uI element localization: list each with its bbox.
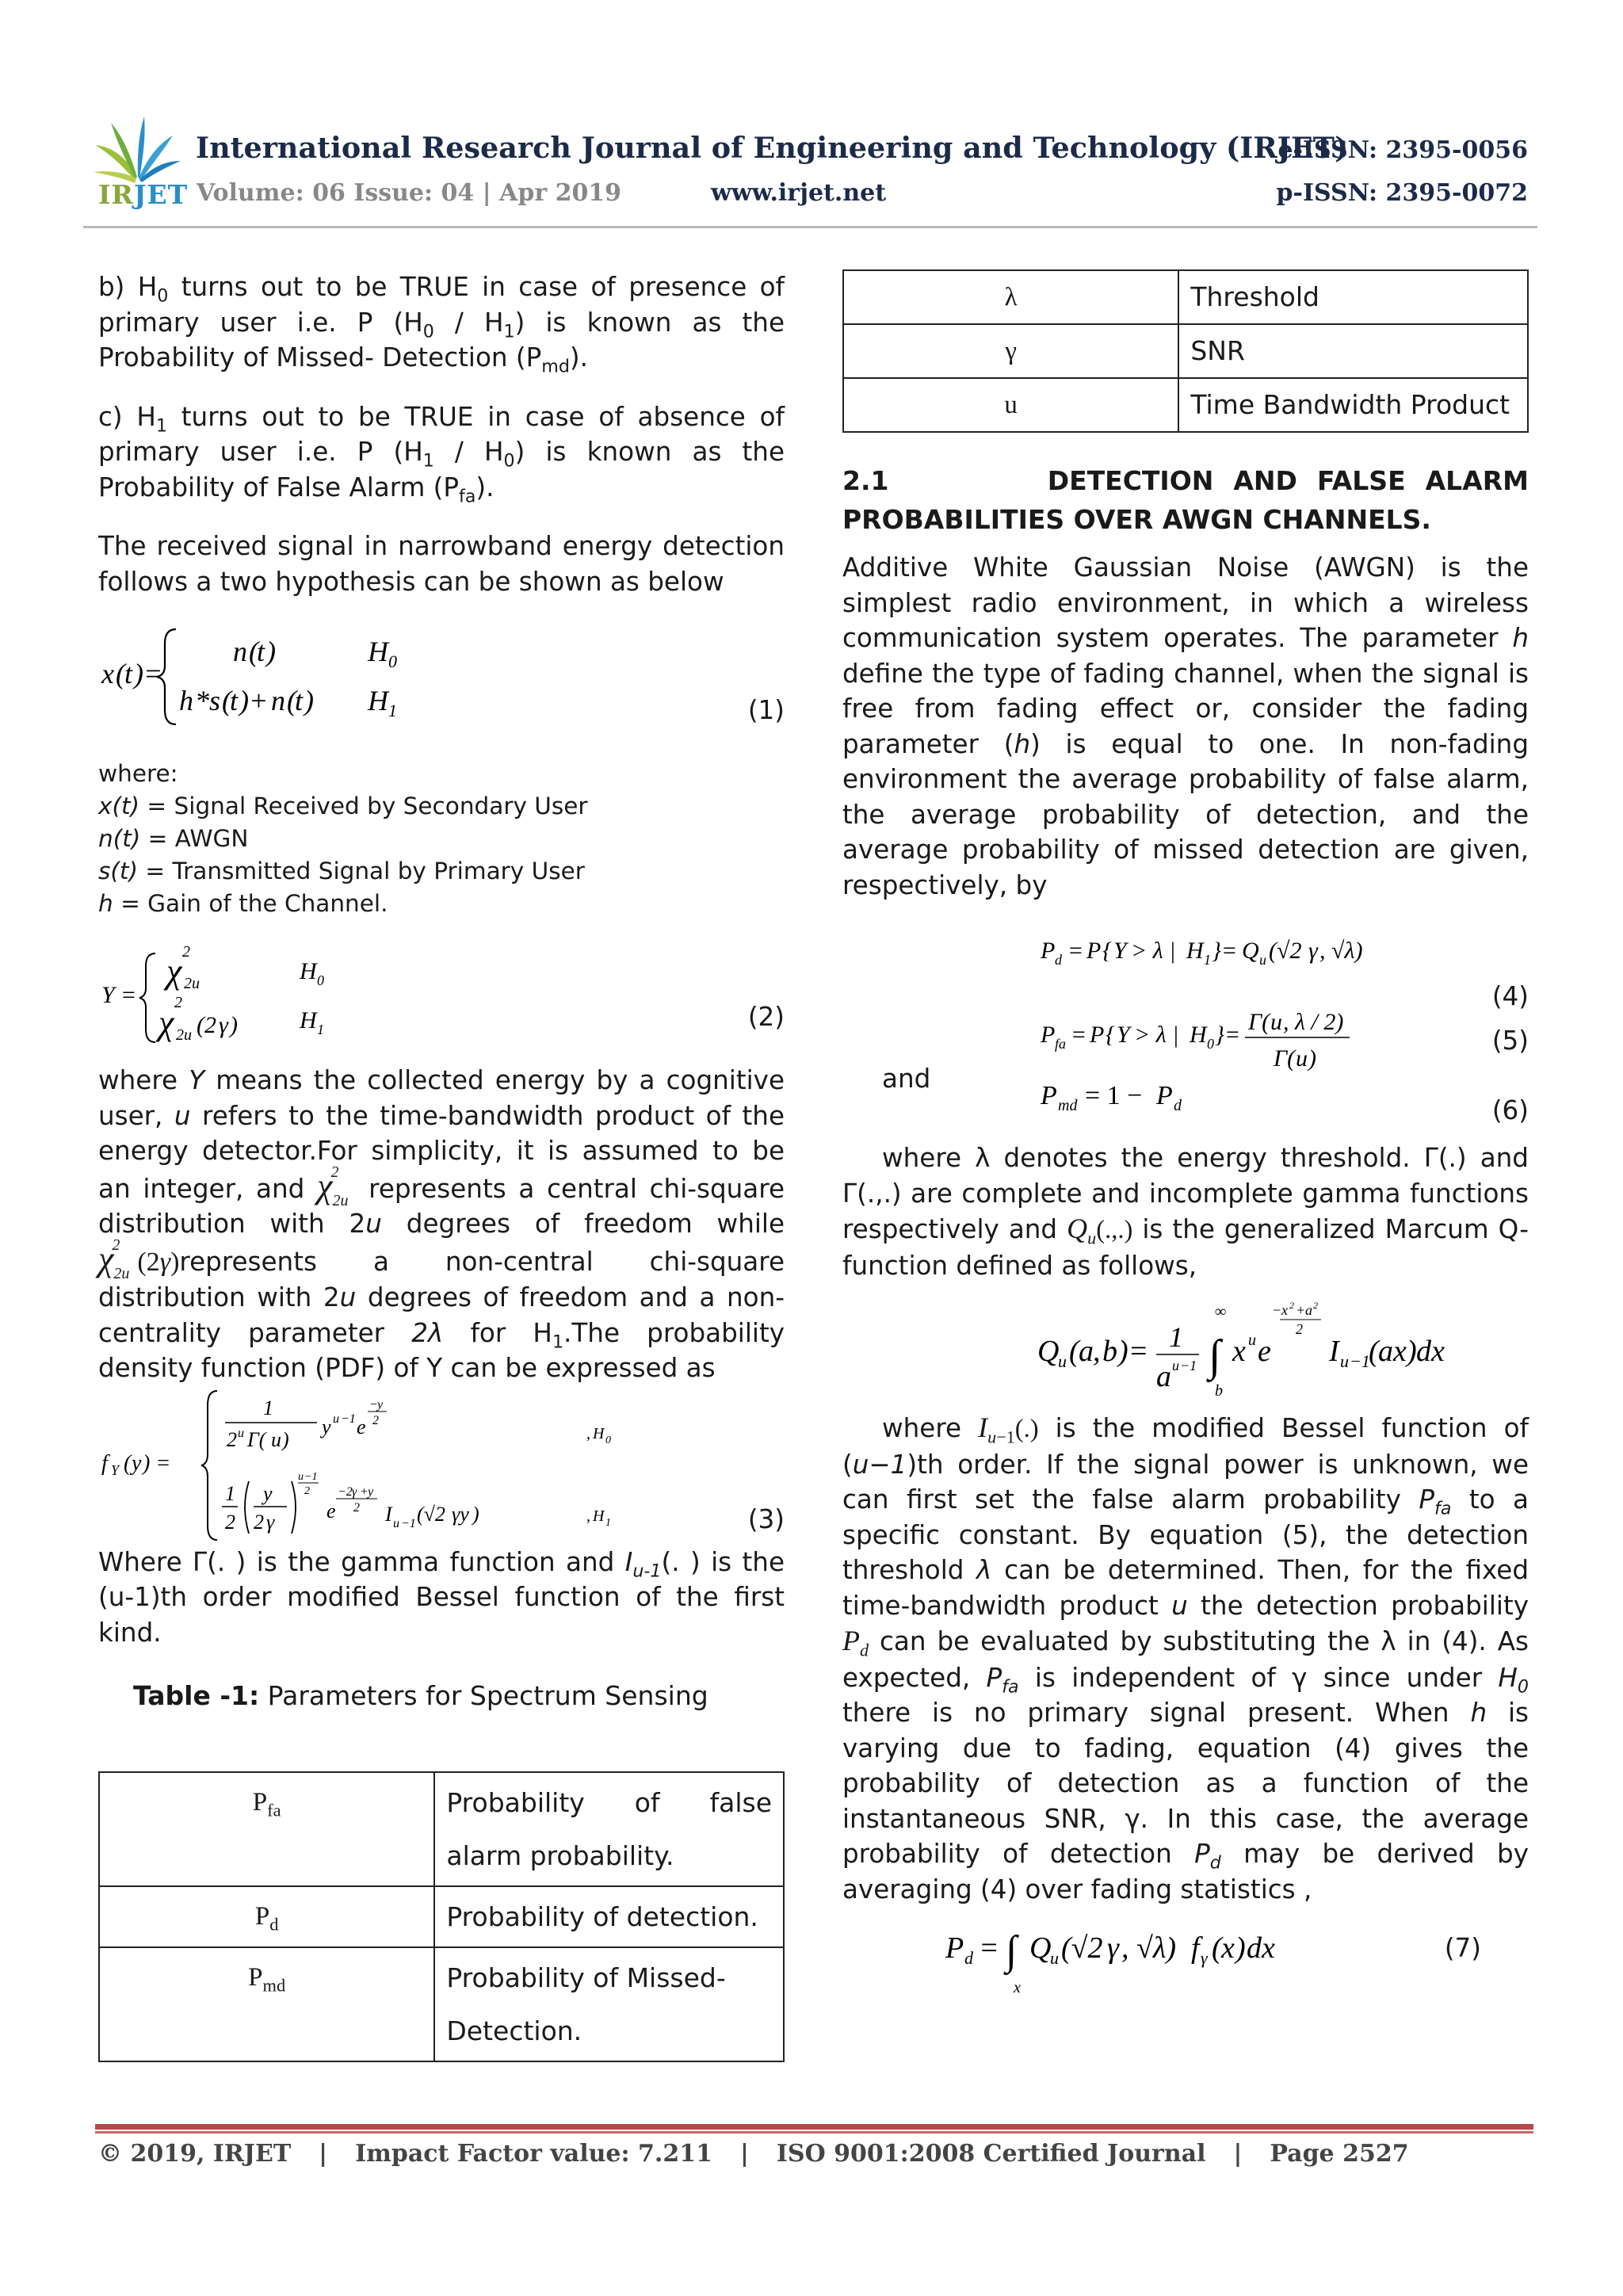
- svg-text:P: P: [1041, 1022, 1056, 1048]
- footer-separator: |: [739, 2140, 749, 2168]
- svg-text:= 1 −: = 1 −: [1085, 1081, 1143, 1110]
- equations-4-5-graphic: [842, 919, 1445, 1077]
- svg-text:> λ |: > λ |: [1131, 938, 1176, 964]
- paragraph-b: b) $H_0$ turns out to be TRUE in case of presence of primary user i.e. P $(H_0 / H_1)$ is known as the Probability of Missed- Detection $(P_{md})$.: [98, 272, 785, 377]
- svg-text:): ): [1308, 1045, 1316, 1072]
- footer-separator: |: [319, 2140, 328, 2168]
- svg-text:x: x: [1014, 1979, 1021, 1994]
- received-signal-paragraph: The received signal in narrowband energy detection follows a two hypothesis can be shown as below: [98, 531, 785, 597]
- table-cell-symbol: $P_d$: [99, 1886, 434, 1947]
- svg-text:(√2: (√2: [1269, 938, 1302, 964]
- svg-text:2u: 2u: [176, 1026, 192, 1044]
- svg-text:d: d: [964, 1948, 973, 1968]
- svg-text:Q: Q: [1029, 1931, 1052, 1965]
- svg-text:): ): [1235, 1931, 1246, 1965]
- svg-text:=: =: [1071, 1022, 1087, 1048]
- energy-paragraph: where Y means the collected energy by a cognitive user, u refers to the time-bandwidth product of the energy detector.For simplicity, it is assumed to be an integer, and $\chi_{2u}^2$ represents a central chi-square distribution with 2u degrees of freedom while $\chi_{2u}^2(2\gamma)represents$ a non-central chi-square distribution with 2u degrees of freedom and a non-centrality parameter 2λ for $H_1.The$ probability density function (PDF) of Y can be expressed as: [98, 1065, 785, 1383]
- svg-text:−2: −2: [338, 1484, 353, 1499]
- table-row: [843, 324, 1528, 378]
- table-cell-symbol: $P_{md}$: [99, 1947, 434, 2061]
- marcum-q-equation: [842, 1288, 1529, 1407]
- svg-text:> λ |: > λ |: [1134, 1022, 1179, 1048]
- footer-divider: [95, 2124, 1533, 2130]
- svg-text:a: a: [1079, 1335, 1094, 1368]
- svg-text:1: 1: [225, 1481, 235, 1505]
- svg-text:2: 2: [1296, 1321, 1303, 1337]
- svg-text:{: {: [1106, 1022, 1115, 1048]
- svg-text:+: +: [360, 1484, 369, 1499]
- svg-text:(: (: [116, 658, 125, 690]
- svg-text:H: H: [593, 1507, 605, 1525]
- svg-text:2: 2: [182, 943, 190, 961]
- logo-wordmark: IRJET: [98, 179, 189, 210]
- equation-4-number: (4): [1491, 981, 1529, 1011]
- symbol-definitions: [98, 758, 785, 920]
- svg-text:y: y: [322, 1415, 331, 1438]
- svg-text:∫: ∫: [1209, 1331, 1221, 1381]
- svg-text:−1: −1: [1180, 1358, 1197, 1373]
- svg-text:1: 1: [388, 701, 397, 720]
- svg-text:(: (: [222, 685, 231, 716]
- svg-text:H: H: [593, 1424, 605, 1442]
- svg-text:(: (: [1069, 1335, 1079, 1368]
- svg-text:2: 2: [225, 1510, 235, 1534]
- svg-text:=: =: [979, 1931, 999, 1965]
- svg-text:2: 2: [353, 1500, 360, 1515]
- svg-text:γ: γ: [1107, 1931, 1119, 1965]
- table-cell-symbol: u: [843, 378, 1178, 432]
- equation-6-number: (6): [1491, 1095, 1529, 1125]
- svg-text:1: 1: [1204, 952, 1211, 968]
- svg-text:(2: (2: [197, 1012, 216, 1038]
- svg-text:u: u: [333, 1412, 339, 1426]
- svg-text:u: u: [1340, 1351, 1349, 1371]
- table-row: [843, 270, 1528, 324]
- footer-separator: |: [1233, 2140, 1243, 2168]
- svg-text:Y: Y: [101, 982, 115, 1008]
- svg-text:Q: Q: [1242, 938, 1259, 964]
- svg-text:H: H: [300, 958, 317, 984]
- svg-text:, √λ): , √λ): [1121, 1931, 1176, 1965]
- header-divider: [83, 226, 1537, 228]
- svg-text:−1: −1: [304, 1470, 318, 1483]
- table-row: [99, 1772, 784, 1886]
- svg-text:2: 2: [372, 1413, 379, 1427]
- table-caption: Table -1: Parameters for Spectrum Sensing: [133, 1680, 708, 1711]
- svg-text:∞: ∞: [1215, 1303, 1227, 1320]
- svg-text:x: x: [1281, 1302, 1288, 1318]
- svg-text:}=: }=: [1215, 1022, 1241, 1048]
- svg-text:f: f: [101, 1450, 108, 1476]
- svg-text:−1: −1: [1350, 1351, 1370, 1371]
- svg-text:0: 0: [605, 1434, 611, 1446]
- svg-text:t: t: [257, 636, 265, 667]
- svg-text:u: u: [238, 1426, 244, 1440]
- equation-1-graphic: [98, 613, 431, 732]
- svg-text:H: H: [1190, 1022, 1207, 1048]
- svg-text:(: (: [1212, 1931, 1222, 1965]
- svg-text:Γ(: Γ(: [247, 1427, 266, 1451]
- svg-text:u: u: [1270, 1009, 1282, 1035]
- footer-page-number: Page 2527: [1270, 2140, 1409, 2168]
- equation-1: [98, 613, 785, 740]
- svg-text:f: f: [1191, 1931, 1200, 1965]
- svg-text:u: u: [1259, 952, 1266, 968]
- svg-text:n: n: [233, 636, 247, 667]
- svg-text:e: e: [327, 1499, 336, 1522]
- svg-text:H: H: [1186, 938, 1204, 964]
- svg-text:): ): [304, 685, 314, 716]
- table-cell-definition: SNR: [1178, 324, 1528, 378]
- svg-text:γ: γ: [352, 1484, 357, 1499]
- bessel-paragraph: where $I_{u-1}(.)$ is the modified Bessel function of (u−1)th order. If the signal power is unknown, we can first set the false alarm probability $P_{fa}$ to a specific constant. By equation (5), the detection threshold λ can be determined. Then, for the fixed time-bandwidth product u the detection probability $P_d$ can be evaluated by substituting the λ in (4). As expected, $P_{fa}$ is independent of γ since under $H_0$ there is no primary signal present. When h is varying due to fading, equation (4) gives the probability of detection as a function of the instantaneous SNR, γ. In this case, the average probability of detection $P_d$ may be derived by averaging (4) over fading statistics ,: [842, 1412, 1529, 1904]
- svg-text:): ): [472, 1502, 479, 1526]
- svg-text:H: H: [368, 685, 388, 716]
- svg-text:−1: −1: [401, 1516, 416, 1530]
- svg-text:h: h: [179, 685, 193, 716]
- svg-text:}=: }=: [1212, 938, 1238, 964]
- svg-text:ax: ax: [1378, 1335, 1407, 1368]
- svg-text:0: 0: [388, 651, 397, 671]
- svg-text:, λ / 2): , λ / 2): [1283, 1009, 1344, 1035]
- svg-text:Γ(: Γ(: [1274, 1045, 1296, 1072]
- svg-text:2: 2: [227, 1427, 237, 1451]
- definition-s: s(t) = Transmitted Signal by Primary User: [98, 858, 585, 884]
- svg-text:2: 2: [174, 994, 182, 1011]
- svg-text:) =: ) =: [143, 1450, 171, 1476]
- svg-text:y: y: [263, 1481, 273, 1505]
- svg-text:x: x: [1221, 1931, 1235, 1965]
- svg-text:=: =: [120, 982, 137, 1008]
- svg-text:γy: γy: [452, 1502, 469, 1526]
- svg-text:u: u: [1172, 1358, 1179, 1373]
- footer-iso: ISO 9001:2008 Certified Journal: [776, 2140, 1206, 2168]
- svg-text:y: y: [377, 1397, 384, 1412]
- svg-text:I: I: [385, 1502, 392, 1526]
- table-cell-symbol: $P_{fa}$: [99, 1772, 434, 1886]
- svg-text:u: u: [1050, 1948, 1059, 1968]
- equation-3-graphic: [98, 1386, 621, 1545]
- equation-7-number: (7): [1444, 1933, 1481, 1963]
- svg-text:χ: χ: [158, 1003, 174, 1042]
- svg-text:u: u: [271, 1427, 281, 1451]
- svg-text:b: b: [1215, 1382, 1223, 1400]
- svg-text:fa: fa: [1055, 1036, 1067, 1052]
- svg-text:y: y: [368, 1484, 374, 1499]
- equation-2-graphic: [98, 939, 431, 1050]
- svg-text:(√2: (√2: [1061, 1931, 1103, 1965]
- svg-text:(: (: [249, 636, 258, 667]
- svg-text:2: 2: [1313, 1300, 1318, 1311]
- svg-text:χ: χ: [166, 952, 182, 991]
- footer-copyright: © 2019, IRJET: [98, 2140, 292, 2168]
- parameters-table: [98, 1771, 785, 2062]
- svg-text:d: d: [1174, 1097, 1182, 1114]
- svg-text:{: {: [1102, 938, 1112, 964]
- equation-5-number: (5): [1491, 1026, 1529, 1056]
- svg-text:x: x: [1232, 1335, 1246, 1368]
- volume-issue: Volume: 06 Issue: 04 | Apr 2019: [197, 179, 622, 207]
- svg-text:γ: γ: [266, 1510, 275, 1534]
- svg-text:a: a: [1156, 1360, 1171, 1393]
- table-cell-definition: Time Bandwidth Product: [1178, 378, 1528, 432]
- svg-text:u: u: [1058, 1351, 1067, 1371]
- table-cell-definition: Probability of false alarm probability.: [434, 1772, 784, 1886]
- svg-text:md: md: [1058, 1097, 1078, 1114]
- table-cell-definition: Probability of detection.: [434, 1886, 784, 1947]
- parameters-table-continued: [842, 269, 1529, 433]
- svg-text:(: (: [287, 685, 296, 716]
- svg-text:1: 1: [317, 1022, 324, 1037]
- svg-text:t: t: [124, 658, 133, 690]
- equation-2-number: (2): [747, 1002, 785, 1032]
- p-issn: p-ISSN: 2395-0072: [1276, 179, 1528, 207]
- svg-text:dx: dx: [1247, 1931, 1275, 1965]
- svg-text:,: ,: [586, 1424, 590, 1442]
- threshold-paragraph: where λ denotes the energy threshold. Γ(.) and Γ(.,.) are complete and incomplete gamma functions respectively and $Q_u(.,.)$ is the generalized Marcum Q-function defined as follows,: [842, 1143, 1529, 1281]
- svg-text:*: *: [195, 685, 209, 716]
- svg-text:(: (: [1369, 1335, 1379, 1368]
- svg-text:dx: dx: [1416, 1335, 1445, 1368]
- svg-text:γ: γ: [219, 1012, 228, 1038]
- definition-n: n(t) = AWGN: [98, 825, 249, 852]
- svg-text:P: P: [1041, 1081, 1057, 1110]
- svg-text:2: 2: [304, 1484, 310, 1497]
- svg-text:∫: ∫: [1006, 1928, 1018, 1973]
- journal-title: International Research Journal of Engineering and Technology (IRJET): [196, 131, 1349, 165]
- e-issn: e-ISSN: 2395-0056: [1277, 136, 1528, 164]
- table-cell-symbol: λ: [843, 270, 1178, 324]
- svg-text:1: 1: [263, 1396, 273, 1419]
- left-column: [98, 269, 785, 2062]
- svg-text:I: I: [1329, 1335, 1339, 1368]
- equations-4-5: [842, 919, 1529, 1077]
- svg-text:H: H: [368, 636, 388, 667]
- svg-text:Q: Q: [1037, 1335, 1060, 1368]
- svg-text:1: 1: [605, 1516, 611, 1529]
- table-row: [99, 1886, 784, 1947]
- table-row: [99, 1947, 784, 2061]
- equation-1-number: (1): [747, 695, 785, 725]
- svg-text:Y: Y: [111, 1461, 120, 1478]
- table-row: [843, 378, 1528, 432]
- table-cell-symbol: γ: [843, 324, 1178, 378]
- svg-text:P: P: [1090, 1022, 1105, 1048]
- svg-text:=: =: [1067, 938, 1084, 964]
- svg-text:, √λ): , √λ): [1319, 938, 1363, 964]
- equation-7-graphic: [842, 1915, 1334, 1994]
- website-link[interactable]: www.irjet.net: [711, 179, 887, 207]
- svg-text:e: e: [357, 1415, 366, 1438]
- svg-text:−: −: [369, 1397, 378, 1412]
- svg-text:−1: −1: [341, 1412, 356, 1426]
- svg-text:(: (: [124, 1450, 132, 1476]
- svg-text:u: u: [1296, 1045, 1308, 1072]
- svg-text:)+: )+: [239, 685, 269, 716]
- svg-text:P: P: [1156, 1081, 1173, 1110]
- svg-text:b: b: [1102, 1335, 1117, 1368]
- and-text: and: [882, 1064, 931, 1094]
- svg-text:+: +: [1296, 1302, 1306, 1318]
- awgn-paragraph: Additive White Gaussian Noise (AWGN) is the simplest radio environment, in which a wireless communication system operates. The parameter h define the type of fading channel, when the signal is free from fading effect or, consider the fading parameter (h) is equal to one. In non-fading environment the average probability of false alarm, the average probability of detection, and the average probability of missed detection are given, respectively, by: [842, 552, 1529, 900]
- svg-text:u: u: [393, 1516, 399, 1530]
- svg-text:)=: )=: [134, 658, 163, 690]
- definition-x: x(t) = Signal Received by Secondary User: [98, 793, 588, 819]
- svg-text:(√2: (√2: [417, 1502, 445, 1526]
- equation-7: [842, 1915, 1529, 1994]
- svg-text:0: 0: [317, 972, 324, 988]
- svg-text:2: 2: [254, 1510, 264, 1534]
- svg-text:a: a: [1305, 1302, 1312, 1318]
- equation-6: [842, 1061, 1529, 1125]
- footer-divider-secondary: [95, 2131, 1533, 2134]
- svg-text:H: H: [300, 1007, 317, 1033]
- equation-2: [98, 939, 785, 1058]
- svg-text:,: ,: [586, 1507, 590, 1525]
- svg-text:): ): [1407, 1335, 1417, 1368]
- table-cell-definition: Threshold: [1178, 270, 1528, 324]
- svg-text:Y: Y: [1117, 1022, 1130, 1048]
- svg-text:γ: γ: [1308, 938, 1318, 964]
- svg-text:): ): [282, 1427, 289, 1451]
- paragraph-c: c) $H_1$ turns out to be TRUE in case of absence of primary user i.e. P $(H_1 / H_0)$ is known as the Probability of False Alarm $(P_{fa})$.: [98, 401, 785, 507]
- svg-text:s: s: [209, 685, 221, 716]
- gamma-paragraph: Where Γ(. ) is the gamma function and $I_{u-1}$(. ) is the (u-1)th order modified Bessel function of the first kind.: [98, 1546, 785, 1648]
- svg-text:u: u: [298, 1470, 304, 1483]
- svg-text:d: d: [1055, 952, 1062, 968]
- svg-text:x: x: [101, 658, 114, 690]
- svg-text:t: t: [230, 685, 239, 716]
- svg-text:2: 2: [1289, 1300, 1294, 1311]
- svg-text:P: P: [945, 1931, 964, 1965]
- svg-text:γ: γ: [1201, 1948, 1208, 1968]
- svg-text:u: u: [1248, 1331, 1256, 1349]
- svg-text:): ): [266, 636, 276, 667]
- svg-text:Γ(: Γ(: [1248, 1009, 1270, 1035]
- svg-text:,: ,: [1093, 1335, 1101, 1368]
- equation-3: [98, 1386, 785, 1545]
- equation-6-graphic: [1041, 1069, 1278, 1117]
- svg-text:P: P: [1086, 938, 1102, 964]
- section-heading: 2.1 DETECTION AND FALSE ALARM PROBABILITIES OVER AWGN CHANNELS.: [842, 465, 1529, 535]
- svg-text:t: t: [295, 685, 304, 716]
- svg-text:1: 1: [1169, 1321, 1183, 1353]
- svg-text:): ): [230, 1012, 238, 1038]
- svg-text:2u: 2u: [184, 975, 200, 992]
- marcum-q-graphic: [842, 1288, 1445, 1407]
- where-label: where:: [98, 760, 178, 787]
- svg-text:−: −: [1272, 1302, 1282, 1318]
- svg-text:e: e: [1258, 1335, 1271, 1368]
- svg-text:0: 0: [1207, 1036, 1214, 1052]
- footer-impact-factor: Impact Factor value: 7.211: [355, 2140, 712, 2168]
- right-column: [842, 269, 1529, 1994]
- svg-text:n: n: [271, 685, 285, 716]
- table-cell-definition: Probability of Missed-Detection.: [434, 1947, 784, 2061]
- page-footer: [98, 2140, 1409, 2168]
- definition-h: h = Gain of the Channel.: [98, 890, 388, 917]
- svg-text:Y: Y: [1113, 938, 1127, 964]
- svg-text:P: P: [1041, 938, 1056, 964]
- equation-3-number: (3): [747, 1503, 785, 1534]
- svg-text:)=: )=: [1118, 1335, 1149, 1368]
- svg-text:y: y: [132, 1450, 142, 1476]
